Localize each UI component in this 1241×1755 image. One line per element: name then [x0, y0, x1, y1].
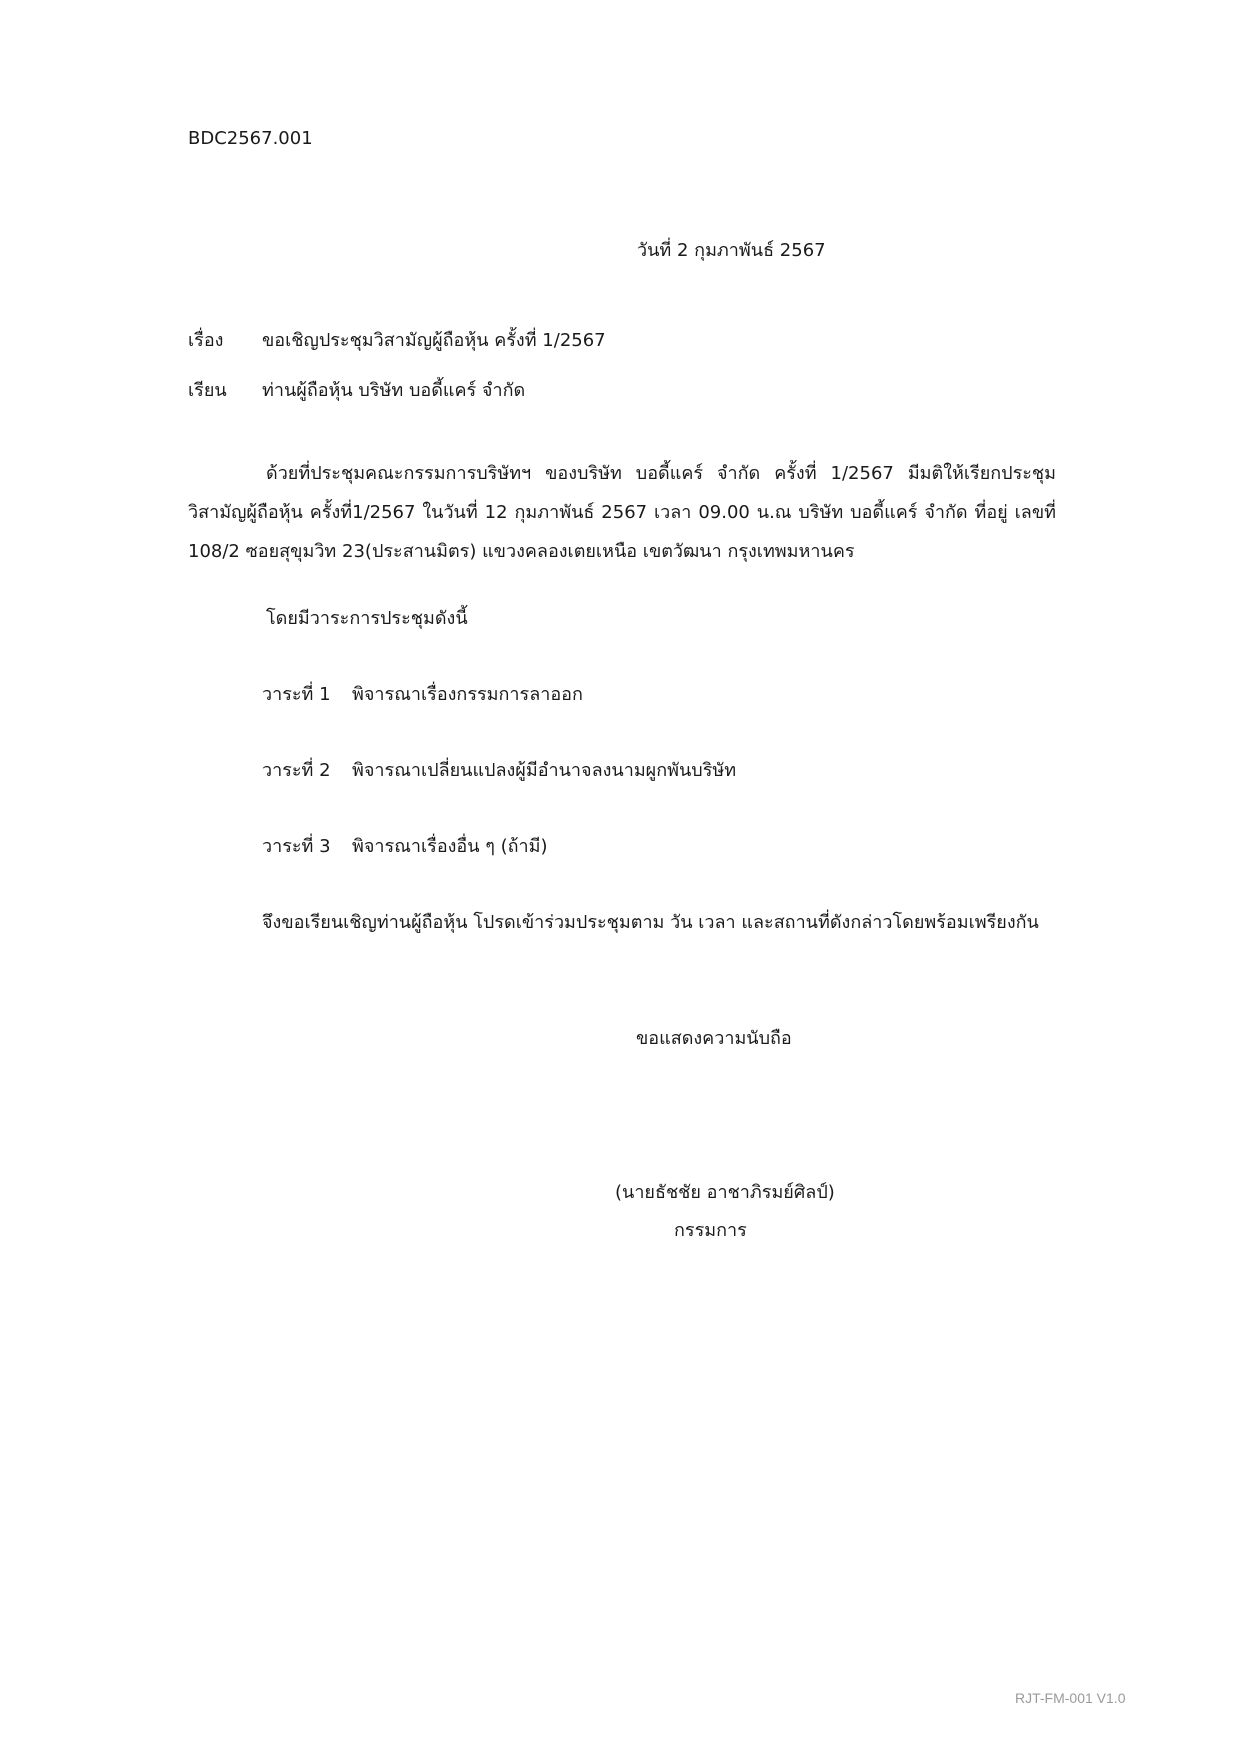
recipient-text: ท่านผู้ถือหุ้น บริษัท บอดี้แคร์ จำกัด: [262, 380, 526, 401]
closing-regards: ขอแสดงความนับถือ: [636, 1028, 792, 1049]
signer-name: (นายธัชชัย อาชาภิรมย์ศิลป์): [615, 1182, 835, 1203]
agenda-intro: โดยมีวาระการประชุมดังนี้: [266, 608, 468, 629]
agenda-item: [262, 684, 583, 706]
body-paragraph-text: ด้วยที่ประชุมคณะกรรมการบริษัทฯ ของบริษัท บอดี้แคร์ จำกัด ครั้งที่ 1/2567 มีมติให้เรียกประชุมวิสามัญผู้ถือหุ้น ครั้งที่1/2567 ในวันที่ 12 กุมภาพันธ์ 2567 เวลา 09.00 น.ณ บริษัท บอดี้แคร์ จำกัด ที่อยู่ เลขที่ 108/2 ซอยสุขุมวิท 23(ประสานมิตร) แขวงคลองเตยเหนือ เขตวัฒนา กรุงเทพมหานคร: [188, 463, 1056, 562]
subject-text: ขอเชิญประชุมวิสามัญผู้ถือหุ้น ครั้งที่ 1/2567: [262, 330, 606, 351]
agenda-item-text: พิจารณาเปลี่ยนแปลงผู้มีอำนาจลงนามผูกพันบริษัท: [352, 760, 737, 781]
form-code: RJT-FM-001 V1.0: [1015, 1690, 1126, 1706]
signer-title: กรรมการ: [674, 1220, 747, 1241]
agenda-item: [262, 836, 548, 858]
closing-paragraph: จึงขอเรียนเชิญท่านผู้ถือหุ้น โปรดเข้าร่วมประชุมตาม วัน เวลา และสถานที่ดังกล่าวโดยพร้อมเพรียงกัน: [262, 912, 1039, 933]
agenda-item-label: วาระที่ 3: [262, 836, 331, 857]
agenda-item: [262, 760, 736, 782]
agenda-item-label: วาระที่ 1: [262, 684, 331, 705]
agenda-item-label: วาระที่ 2: [262, 760, 331, 781]
document-date: วันที่ 2 กุมภาพันธ์ 2567: [637, 240, 826, 261]
subject-label: เรื่อง: [188, 330, 224, 351]
body-paragraph: [188, 454, 1056, 571]
agenda-item-text: พิจารณาเรื่องอื่น ๆ (ถ้ามี): [352, 836, 548, 857]
recipient-label: เรียน: [188, 380, 227, 401]
document-number: BDC2567.001: [188, 128, 313, 149]
agenda-item-text: พิจารณาเรื่องกรรมการลาออก: [352, 684, 583, 705]
